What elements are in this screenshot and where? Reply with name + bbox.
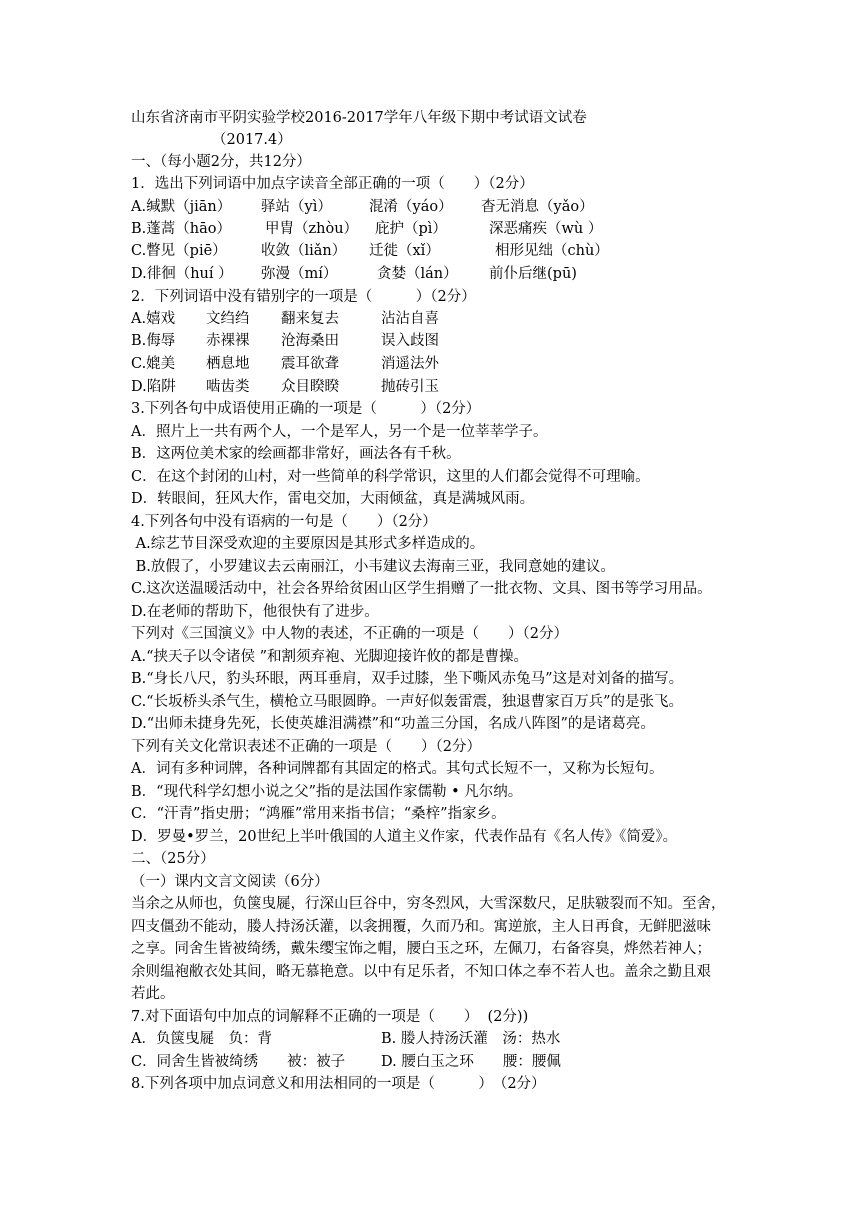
q6-option-c: C．“汗青”指史册；“鸿雁”常用来指书信；“桑梓”指家乡。 [131, 806, 506, 822]
passage-line: 之享。同舍生皆被绮绣，戴朱缨宝饰之帽，腰白玉之环，左佩刀，右备容臭，烨然若神人； [131, 941, 711, 957]
section-2-header: 二、（25分） [131, 851, 215, 867]
q6-option-a: A．词有多种词牌，各种词牌都有其固定的格式。其句式长短不一，又称为长短句。 [131, 761, 664, 777]
section-1-header: 一、（每小题2分，共12分） [131, 154, 311, 170]
passage-line: 余则缊袍敝衣处其间，略无慕艳意。以中有足乐者，不知口体之奉不若人也。盖余之勤且艰 [131, 964, 711, 980]
exam-page: 山东省济南市平阴实验学校2016-2017学年八年级下期中考试语文试卷 （2017.4） 一、（每小题2分，共12分） 1．选出下列词语中加点字读音全部正确的一项（ ）（2分） A.缄默（jiān） 驿站（yì） 混淆（yáo） 杳无消息（yǎo） B.蓬蒿（hāo） 甲胄（zhòu） 庇护（pì） 深恶痛疾（wù ） C.瞥见（piē） 收敛（liǎn） 迁徙（xǐ） 相形见绌（chù） D.徘徊（huí ） 弥漫（mí） 贪婪（lán） 前仆后继(pū) 2．下列词语中没有错别字的一项是（ ）（2分） A.嬉戏 文绉绉 翻来复去 沾沾自喜 B.侮辱 赤裸裸 沧海桑田 误入歧图 C.媲美 栖息地 震耳欲聋 消遥法外 D.陷阱 啮齿类 众目睽睽 抛砖引玉 3.下列各句中成语使用正确的一项是（ ）（2分） A．照片上一共有两个人，一个是军人，另一个是一位莘莘学子。 B．这两位美术家的绘画都非常好，画法各有千秋。 C．在这个封闭的山村，对一些简单的科学常识，这里的人们都会觉得不可理喻。 D．转眼间，狂风大作，雷电交加，大雨倾盆，真是满城风雨。 4.下列各句中没有语病的一句是（ ）（2分） A.综艺节目深受欢迎的主要原因是其形式多样造成的。 B.放假了，小罗建议去云南丽江，小韦建议去海南三亚，我同意她的建议。 C.这次送温暖活动中，社会各界给贫困山区学生捐赠了一批衣物、文具、图书等学习用品。 D.在老师的帮助下，他很快有了进步。 下列对《三国演义》中人物的表述，不正确的一项是（ ）（2分） A.“挟天子以令诸侯 ”和割须弃袍、光脚迎接许攸的都是曹操。 B.“身长八尺，豹头环眼，两耳垂肩，双手过膝，坐下嘶风赤兔马”这是对刘备的描写。 C.“长坂桥头杀气生，横枪立马眼圆睁。一声好似轰雷震，独退曹家百万兵”的是张飞。 D.“出师未捷身先死，长使英雄泪满襟”和“功盖三分国，名成八阵图”的是诸葛亮。 下列有关文化常识表述不正确的一项是（ ）（2分） A．词有多种词牌，各种词牌都有其固定的格式。其句式长短不一，又称为长短句。 B．“现代科学幻想小说之父”指的是法国作家儒勒 • 凡尔纳。 C．“汗青”指史册；“鸿雁”常用来指书信；“桑梓”指家乡。 D．罗曼•罗兰，20世纪上半叶俄国的人道主义作家，代表作品有《名人传》《简爱》。 二、（25分） （一）课内文言文阅读（6分） 当余之从师也，负箧曳屣，行深山巨谷中，穷冬烈风，大雪深数尺，足肤皲裂而不知。至舍， 四支僵劲不能动，媵人持汤沃灌，以衾拥覆，久而乃和。寓逆旅，主人日再食，无鲜肥滋味 之享。同舍生皆被绮绣，戴朱缨宝饰之帽，腰白玉之环，左佩刀，右备容臭，烨然若神人； 余则缊袍敝衣处其间，略无慕艳意。以中有足乐者，不知口体之奉不若人也。盖余之勤且艰 若此。 7.对下面语句中加点的词解释不正确的一项是（ ） (2分)) A．负箧曳屣 负：背 B. 媵人持汤沃灌 汤：热水 C．同舍生皆被绮绣 被：被子 D. 腰白玉之环 腰：腰佩 8.下列各项中加点词意义和用法相同的一项是（ ） （2分） [131, 110, 726, 1092]
q2-stem: 2．下列词语中没有错别字的一项是（ ）（2分） [131, 289, 476, 305]
q3-stem: 3.下列各句中成语使用正确的一项是（ ）（2分） [131, 401, 481, 417]
exam-date: （2017.4） [212, 132, 292, 148]
q6-option-b: B．“现代科学幻想小说之父”指的是法国作家儒勒 • 凡尔纳。 [131, 784, 523, 800]
q3-option-d: D．转眼间，狂风大作，雷电交加，大雨倾盆，真是满城风雨。 [131, 491, 535, 507]
q6-stem: 下列有关文化常识表述不正确的一项是（ ）（2分） [131, 739, 481, 755]
q4-option-a: A.综艺节目深受欢迎的主要原因是其形式多样造成的。 [131, 536, 485, 552]
q8-stem: 8.下列各项中加点词意义和用法相同的一项是（ ） （2分） [131, 1076, 546, 1092]
q4-option-c: C.这次送温暖活动中，社会各界给贫困山区学生捐赠了一批衣物、文具、图书等学习用品。 [131, 581, 712, 597]
q4-stem: 4.下列各句中没有语病的一句是（ ）（2分） [131, 514, 437, 530]
q5-stem: 下列对《三国演义》中人物的表述，不正确的一项是（ ）（2分） [131, 626, 568, 642]
q4-option-d: D.在老师的帮助下，他很快有了进步。 [131, 604, 379, 620]
q5-option-b: B.“身长八尺，豹头环眼，两耳垂肩，双手过膝，坐下嘶风赤兔马”这是对刘备的描写。 [131, 671, 684, 687]
q7-stem: 7.对下面语句中加点的词解释不正确的一项是（ ） (2分)) [131, 1009, 529, 1025]
passage-line: 四支僵劲不能动，媵人持汤沃灌，以衾拥覆，久而乃和。寓逆旅，主人日再食，无鲜肥滋味 [131, 919, 711, 935]
q5-option-c: C.“长坂桥头杀气生，横枪立马眼圆睁。一声好似轰雷震，独退曹家百万兵”的是张飞。 [131, 694, 684, 710]
section-2-subheader: （一）课内文言文阅读（6分） [131, 874, 329, 890]
passage-line: 若此。 [131, 986, 175, 1002]
q3-option-b: B．这两位美术家的绘画都非常好，画法各有千秋。 [131, 446, 461, 462]
q6-option-d: D．罗曼•罗兰，20世纪上半叶俄国的人道主义作家，代表作品有《名人传》《简爱》。 [131, 829, 678, 845]
q4-option-b: B.放假了，小罗建议去云南丽江，小韦建议去海南三亚，我同意她的建议。 [131, 559, 615, 575]
q3-option-c: C．在这个封闭的山村，对一些简单的科学常识，这里的人们都会觉得不可理喻。 [131, 469, 650, 485]
q5-option-d: D.“出师未捷身先死，长使英雄泪满襟”和“功盖三分国，名成八阵图”的是诸葛亮。 [131, 716, 655, 732]
passage-line: 当余之从师也，负箧曳屣，行深山巨谷中，穷冬烈风，大雪深数尺，足肤皲裂而不知。至舍， [131, 896, 726, 912]
exam-title: 山东省济南市平阴实验学校2016-2017学年八年级下期中考试语文试卷 [131, 110, 587, 126]
q1-stem: 1．选出下列词语中加点字读音全部正确的一项（ ）（2分） [131, 176, 534, 192]
q3-option-a: A．照片上一共有两个人，一个是军人，另一个是一位莘莘学子。 [131, 424, 548, 440]
q5-option-a: A.“挟天子以令诸侯 ”和割须弃袍、光脚迎接许攸的都是曹操。 [131, 649, 529, 665]
